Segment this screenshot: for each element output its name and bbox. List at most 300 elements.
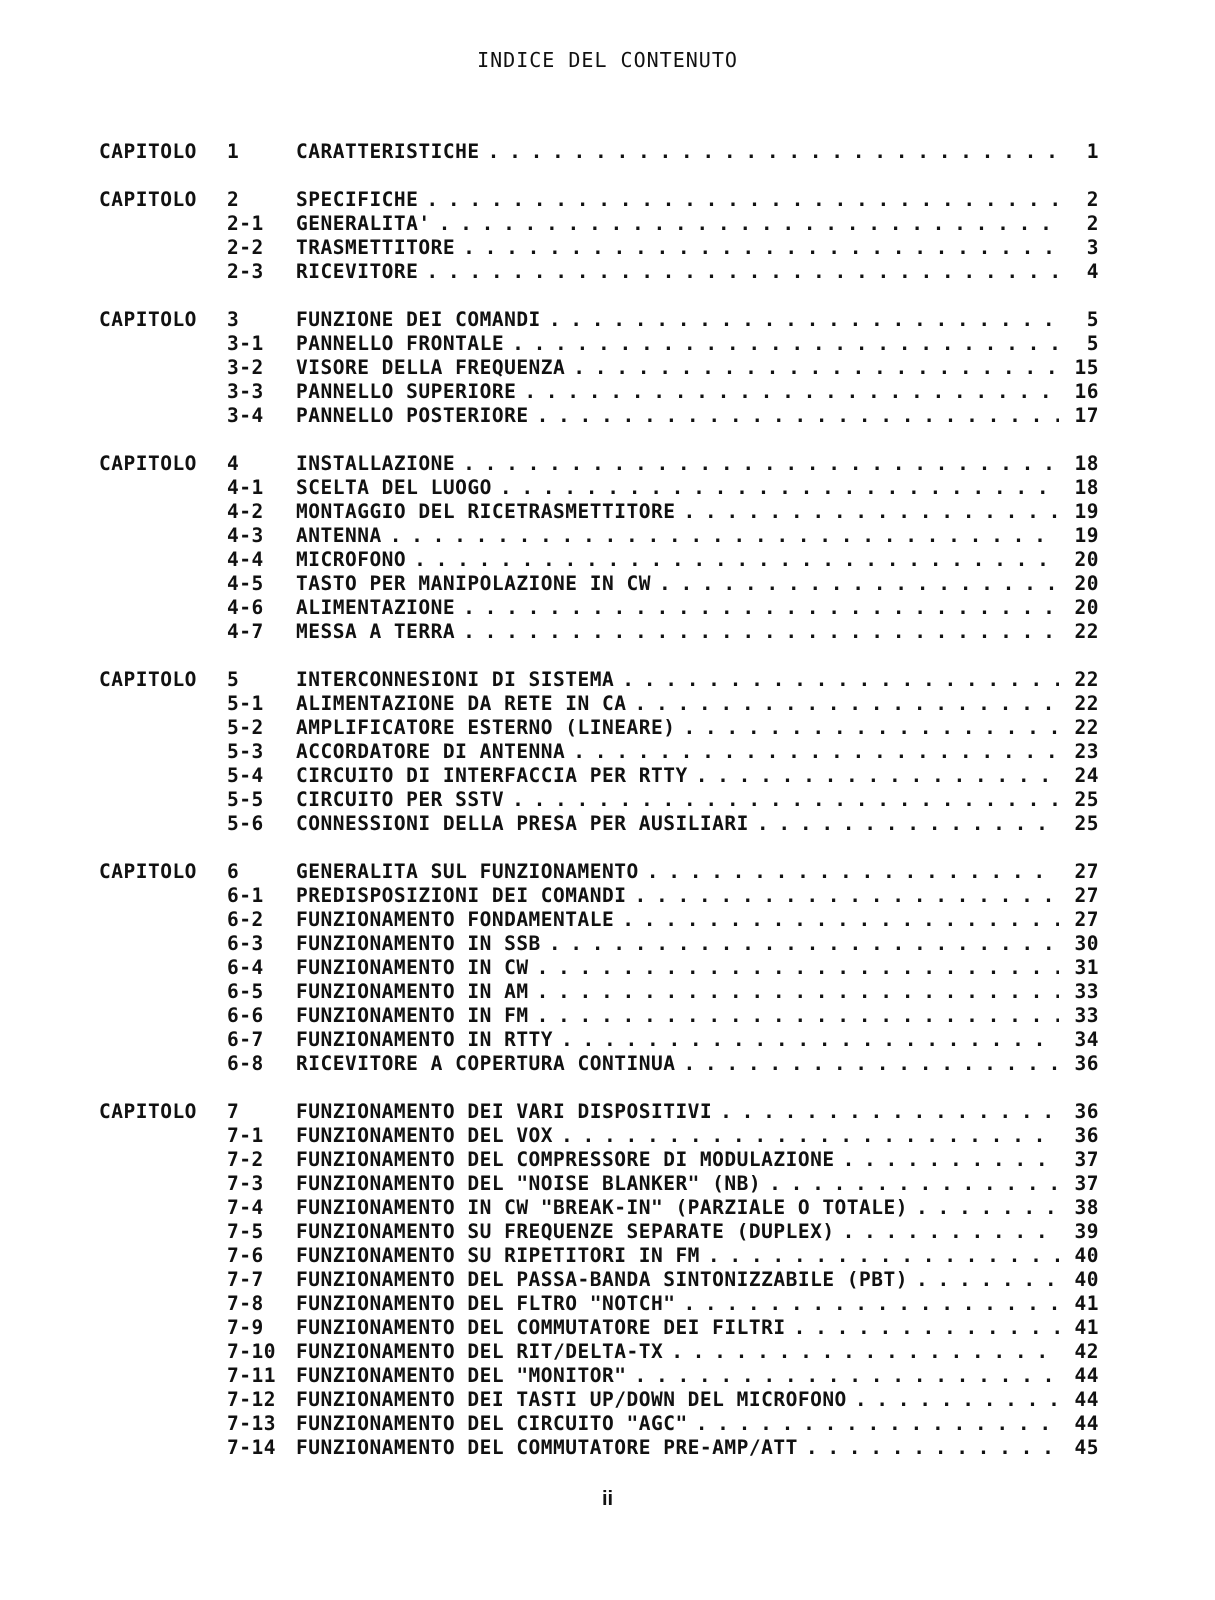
section-entry xyxy=(296,356,1059,380)
page-number-footer: ii xyxy=(601,1488,614,1510)
dot-leader xyxy=(696,764,1059,788)
toc-chapter-row xyxy=(99,668,1099,692)
dot-leader xyxy=(622,668,1059,692)
section-entry xyxy=(296,716,1059,740)
dot-leader xyxy=(659,572,1059,596)
section-page-number: 36 xyxy=(1074,1124,1099,1147)
toc-section-row xyxy=(99,476,1099,500)
toc-section-row xyxy=(99,1388,1099,1412)
chapter-label: CAPITOLO xyxy=(99,452,197,475)
chapter-entry xyxy=(296,452,1059,476)
section-entry xyxy=(296,1172,1059,1196)
section-entry xyxy=(296,236,1059,260)
section-number: 7-11 xyxy=(227,1364,276,1387)
toc-section-row xyxy=(99,404,1099,428)
section-number: 7-8 xyxy=(227,1292,264,1315)
chapter-label: CAPITOLO xyxy=(99,668,197,691)
section-page-number: 19 xyxy=(1074,500,1099,523)
chapter-label: CAPITOLO xyxy=(99,188,197,211)
section-page-number: 45 xyxy=(1074,1436,1099,1459)
toc-section-row xyxy=(99,1196,1099,1220)
toc-section-row xyxy=(99,1124,1099,1148)
section-title: PANNELLO FRONTALE xyxy=(296,332,512,356)
chapter-label: CAPITOLO xyxy=(99,860,197,883)
dot-leader xyxy=(916,1268,1059,1292)
dot-leader xyxy=(794,1316,1059,1340)
chapter-number: 7 xyxy=(227,1100,240,1123)
section-title: FUNZIONAMENTO DEL RIT/DELTA-TX xyxy=(296,1340,671,1364)
section-entry xyxy=(296,1316,1059,1340)
chapter-page-number: 36 xyxy=(1074,1100,1099,1123)
toc-chapter-block xyxy=(99,1100,1099,1460)
section-entry xyxy=(296,1364,1059,1388)
section-number: 4-6 xyxy=(227,596,264,619)
section-entry xyxy=(296,596,1059,620)
dot-leader xyxy=(463,236,1059,260)
section-page-number: 3 xyxy=(1086,236,1099,259)
dot-leader xyxy=(634,884,1059,908)
chapter-entry xyxy=(296,668,1059,692)
section-entry xyxy=(296,332,1059,356)
dot-leader xyxy=(843,1148,1059,1172)
section-number: 5-6 xyxy=(227,812,264,835)
toc-section-row xyxy=(99,1436,1099,1460)
section-entry xyxy=(296,1124,1059,1148)
table-of-contents xyxy=(99,140,1099,1484)
section-title: FUNZIONAMENTO DEL VOX xyxy=(296,1124,561,1148)
section-number: 6-8 xyxy=(227,1052,264,1075)
dot-leader xyxy=(500,476,1059,500)
section-number: 4-3 xyxy=(227,524,264,547)
toc-section-row xyxy=(99,596,1099,620)
toc-chapter-row xyxy=(99,452,1099,476)
dot-leader xyxy=(683,716,1059,740)
dot-leader xyxy=(683,500,1059,524)
dot-leader xyxy=(855,1388,1059,1412)
dot-leader xyxy=(463,596,1059,620)
section-entry xyxy=(296,1004,1059,1028)
section-page-number: 44 xyxy=(1074,1388,1099,1411)
section-number: 4-2 xyxy=(227,500,264,523)
toc-chapter-row xyxy=(99,1100,1099,1124)
section-number: 7-3 xyxy=(227,1172,264,1195)
toc-section-row xyxy=(99,1316,1099,1340)
dot-leader xyxy=(524,380,1059,404)
chapter-entry xyxy=(296,1100,1059,1124)
dot-leader xyxy=(757,812,1059,836)
chapter-title: CARATTERISTICHE xyxy=(296,140,488,164)
section-entry xyxy=(296,932,1059,956)
section-entry xyxy=(296,956,1059,980)
section-title: FUNZIONAMENTO SU FREQUENZE SEPARATE (DUPLEX) xyxy=(296,1220,843,1244)
section-page-number: 40 xyxy=(1074,1244,1099,1267)
toc-chapter-row xyxy=(99,308,1099,332)
chapter-page-number: 2 xyxy=(1086,188,1099,211)
section-title: FUNZIONAMENTO DEL CIRCUITO "AGC" xyxy=(296,1412,696,1436)
chapter-label: CAPITOLO xyxy=(99,140,197,163)
section-title: PANNELLO SUPERIORE xyxy=(296,380,524,404)
section-number: 7-4 xyxy=(227,1196,264,1219)
section-page-number: 20 xyxy=(1074,596,1099,619)
toc-section-row xyxy=(99,908,1099,932)
section-entry xyxy=(296,884,1059,908)
section-number: 6-1 xyxy=(227,884,264,907)
section-entry xyxy=(296,764,1059,788)
section-page-number: 22 xyxy=(1074,716,1099,739)
section-number: 6-7 xyxy=(227,1028,264,1051)
section-title: PANNELLO POSTERIORE xyxy=(296,404,537,428)
chapter-number: 1 xyxy=(227,140,240,163)
dot-leader xyxy=(683,1292,1059,1316)
section-page-number: 20 xyxy=(1074,572,1099,595)
section-title: VISORE DELLA FREQUENZA xyxy=(296,356,573,380)
dot-leader xyxy=(390,524,1059,548)
toc-section-row xyxy=(99,788,1099,812)
chapter-title: FUNZIONE DEI COMANDI xyxy=(296,308,549,332)
section-page-number: 25 xyxy=(1074,812,1099,835)
toc-section-row xyxy=(99,1412,1099,1436)
section-entry xyxy=(296,1028,1059,1052)
section-number: 6-6 xyxy=(227,1004,264,1027)
chapter-label: CAPITOLO xyxy=(99,308,197,331)
section-title: FUNZIONAMENTO DEL COMMUTATORE DEI FILTRI xyxy=(296,1316,794,1340)
toc-section-row xyxy=(99,212,1099,236)
section-entry xyxy=(296,548,1059,572)
toc-section-row xyxy=(99,524,1099,548)
toc-section-row xyxy=(99,692,1099,716)
dot-leader xyxy=(512,788,1059,812)
section-number: 5-1 xyxy=(227,692,264,715)
section-title: PREDISPOSIZIONI DEI COMANDI xyxy=(296,884,634,908)
chapter-number: 5 xyxy=(227,668,240,691)
chapter-page-number: 5 xyxy=(1086,308,1099,331)
toc-section-row xyxy=(99,980,1099,1004)
section-number: 5-3 xyxy=(227,740,264,763)
section-title: FUNZIONAMENTO DEI TASTI UP/DOWN DEL MICROFONO xyxy=(296,1388,855,1412)
chapter-title: INSTALLAZIONE xyxy=(296,452,463,476)
section-entry xyxy=(296,740,1059,764)
section-title: AMPLIFICATORE ESTERNO (LINEARE) xyxy=(296,716,683,740)
chapter-entry xyxy=(296,860,1059,884)
section-title: FUNZIONAMENTO IN SSB xyxy=(296,932,549,956)
section-entry xyxy=(296,620,1059,644)
section-page-number: 22 xyxy=(1074,692,1099,715)
toc-section-row xyxy=(99,380,1099,404)
toc-chapter-row xyxy=(99,188,1099,212)
section-entry xyxy=(296,1244,1059,1268)
section-number: 5-2 xyxy=(227,716,264,739)
dot-leader xyxy=(426,188,1059,212)
toc-section-row xyxy=(99,1004,1099,1028)
dot-leader xyxy=(634,1364,1059,1388)
dot-leader xyxy=(537,956,1059,980)
dot-leader xyxy=(916,1196,1059,1220)
section-page-number: 23 xyxy=(1074,740,1099,763)
toc-section-row xyxy=(99,236,1099,260)
section-number: 6-4 xyxy=(227,956,264,979)
dot-leader xyxy=(439,212,1059,236)
section-number: 5-5 xyxy=(227,788,264,811)
section-title: FUNZIONAMENTO IN RTTY xyxy=(296,1028,561,1052)
section-title: FUNZIONAMENTO DEL COMPRESSORE DI MODULAZIONE xyxy=(296,1148,843,1172)
section-title: FUNZIONAMENTO IN CW "BREAK-IN" (PARZIALE O TOTALE) xyxy=(296,1196,916,1220)
section-number: 7-7 xyxy=(227,1268,264,1291)
dot-leader xyxy=(708,1244,1059,1268)
toc-section-row xyxy=(99,332,1099,356)
toc-section-row xyxy=(99,932,1099,956)
section-number: 6-5 xyxy=(227,980,264,1003)
section-page-number: 34 xyxy=(1074,1028,1099,1051)
section-title: ALIMENTAZIONE xyxy=(296,596,463,620)
dot-leader xyxy=(537,404,1059,428)
section-page-number: 24 xyxy=(1074,764,1099,787)
section-page-number: 16 xyxy=(1074,380,1099,403)
toc-chapter-block xyxy=(99,668,1099,836)
section-entry xyxy=(296,1292,1059,1316)
section-entry xyxy=(296,1196,1059,1220)
section-page-number: 30 xyxy=(1074,932,1099,955)
section-number: 4-4 xyxy=(227,548,264,571)
section-title: FUNZIONAMENTO IN FM xyxy=(296,1004,537,1028)
section-title: FUNZIONAMENTO DEL FLTRO "NOTCH" xyxy=(296,1292,683,1316)
toc-section-row xyxy=(99,1028,1099,1052)
section-title: GENERALITA' xyxy=(296,212,439,236)
section-entry xyxy=(296,260,1059,284)
section-entry xyxy=(296,1268,1059,1292)
section-entry xyxy=(296,1412,1059,1436)
chapter-title: GENERALITA SUL FUNZIONAMENTO xyxy=(296,860,647,884)
toc-section-row xyxy=(99,1244,1099,1268)
section-entry xyxy=(296,980,1059,1004)
section-page-number: 18 xyxy=(1074,476,1099,499)
section-number: 7-9 xyxy=(227,1316,264,1339)
dot-leader xyxy=(573,356,1059,380)
toc-section-row xyxy=(99,1052,1099,1076)
section-entry xyxy=(296,1436,1059,1460)
section-title: CIRCUITO PER SSTV xyxy=(296,788,512,812)
section-entry xyxy=(296,1052,1059,1076)
section-page-number: 5 xyxy=(1086,332,1099,355)
toc-section-row xyxy=(99,500,1099,524)
section-entry xyxy=(296,380,1059,404)
section-title: FUNZIONAMENTO IN CW xyxy=(296,956,537,980)
chapter-page-number: 1 xyxy=(1086,140,1099,163)
section-entry xyxy=(296,212,1059,236)
section-page-number: 42 xyxy=(1074,1340,1099,1363)
toc-chapter-block xyxy=(99,860,1099,1076)
section-page-number: 36 xyxy=(1074,1052,1099,1075)
toc-section-row xyxy=(99,1148,1099,1172)
section-title: CIRCUITO DI INTERFACCIA PER RTTY xyxy=(296,764,696,788)
toc-section-row xyxy=(99,1268,1099,1292)
section-page-number: 27 xyxy=(1074,908,1099,931)
section-number: 6-3 xyxy=(227,932,264,955)
toc-section-row xyxy=(99,620,1099,644)
section-number: 7-13 xyxy=(227,1412,276,1435)
section-number: 7-6 xyxy=(227,1244,264,1267)
section-page-number: 4 xyxy=(1086,260,1099,283)
toc-section-row xyxy=(99,260,1099,284)
section-title: FUNZIONAMENTO DEL COMMUTATORE PRE-AMP/ATT xyxy=(296,1436,806,1460)
section-entry xyxy=(296,692,1059,716)
section-title: FUNZIONAMENTO FONDAMENTALE xyxy=(296,908,622,932)
chapter-page-number: 22 xyxy=(1074,668,1099,691)
section-number: 2-1 xyxy=(227,212,264,235)
chapter-number: 2 xyxy=(227,188,240,211)
section-number: 3-3 xyxy=(227,380,264,403)
section-entry xyxy=(296,1340,1059,1364)
toc-section-row xyxy=(99,1364,1099,1388)
section-page-number: 27 xyxy=(1074,884,1099,907)
dot-leader xyxy=(549,932,1059,956)
section-page-number: 37 xyxy=(1074,1172,1099,1195)
section-number: 4-5 xyxy=(227,572,264,595)
section-page-number: 39 xyxy=(1074,1220,1099,1243)
section-page-number: 37 xyxy=(1074,1148,1099,1171)
section-number: 5-4 xyxy=(227,764,264,787)
toc-section-row xyxy=(99,884,1099,908)
toc-section-row xyxy=(99,812,1099,836)
section-title: TRASMETTITORE xyxy=(296,236,463,260)
chapter-page-number: 18 xyxy=(1074,452,1099,475)
section-page-number: 33 xyxy=(1074,980,1099,1003)
section-number: 7-5 xyxy=(227,1220,264,1243)
dot-leader xyxy=(549,308,1059,332)
chapter-number: 4 xyxy=(227,452,240,475)
section-number: 3-2 xyxy=(227,356,264,379)
toc-chapter-block xyxy=(99,308,1099,428)
chapter-label: CAPITOLO xyxy=(99,1100,197,1123)
dot-leader xyxy=(512,332,1059,356)
section-entry xyxy=(296,1148,1059,1172)
dot-leader xyxy=(622,908,1059,932)
section-entry xyxy=(296,812,1059,836)
section-title: FUNZIONAMENTO DEL "NOISE BLANKER" (NB) xyxy=(296,1172,769,1196)
section-number: 7-12 xyxy=(227,1388,276,1411)
section-page-number: 25 xyxy=(1074,788,1099,811)
dot-leader xyxy=(634,692,1059,716)
section-entry xyxy=(296,788,1059,812)
dot-leader xyxy=(488,140,1059,164)
toc-section-row xyxy=(99,1340,1099,1364)
section-number: 3-1 xyxy=(227,332,264,355)
dot-leader xyxy=(683,1052,1059,1076)
chapter-number: 6 xyxy=(227,860,240,883)
section-page-number: 17 xyxy=(1074,404,1099,427)
dot-leader xyxy=(843,1220,1059,1244)
section-title: FUNZIONAMENTO DEL PASSA-BANDA SINTONIZZABILE (PBT) xyxy=(296,1268,916,1292)
section-number: 2-2 xyxy=(227,236,264,259)
dot-leader xyxy=(806,1436,1059,1460)
toc-section-row xyxy=(99,764,1099,788)
section-title: RICEVITORE A COPERTURA CONTINUA xyxy=(296,1052,683,1076)
section-number: 7-2 xyxy=(227,1148,264,1171)
section-page-number: 41 xyxy=(1074,1292,1099,1315)
chapter-entry xyxy=(296,308,1059,332)
chapter-number: 3 xyxy=(227,308,240,331)
section-title: ACCORDATORE DI ANTENNA xyxy=(296,740,573,764)
chapter-title: FUNZIONAMENTO DEI VARI DISPOSITIVI xyxy=(296,1100,720,1124)
dot-leader xyxy=(561,1028,1059,1052)
section-page-number: 33 xyxy=(1074,1004,1099,1027)
toc-section-row xyxy=(99,572,1099,596)
section-entry xyxy=(296,1220,1059,1244)
toc-chapter-block xyxy=(99,140,1099,164)
section-title: RICEVITORE xyxy=(296,260,426,284)
section-title: MESSA A TERRA xyxy=(296,620,463,644)
section-number: 4-1 xyxy=(227,476,264,499)
section-page-number: 41 xyxy=(1074,1316,1099,1339)
section-page-number: 20 xyxy=(1074,548,1099,571)
dot-leader xyxy=(720,1100,1059,1124)
dot-leader xyxy=(426,260,1059,284)
section-page-number: 15 xyxy=(1074,356,1099,379)
dot-leader xyxy=(463,620,1059,644)
dot-leader xyxy=(769,1172,1059,1196)
section-title: CONNESSIONI DELLA PRESA PER AUSILIARI xyxy=(296,812,757,836)
section-entry xyxy=(296,524,1059,548)
section-title: MICROFONO xyxy=(296,548,414,572)
toc-chapter-row xyxy=(99,140,1099,164)
section-entry xyxy=(296,476,1059,500)
toc-section-row xyxy=(99,740,1099,764)
dot-leader xyxy=(463,452,1059,476)
toc-chapter-row xyxy=(99,860,1099,884)
section-page-number: 44 xyxy=(1074,1412,1099,1435)
section-number: 3-4 xyxy=(227,404,264,427)
section-entry xyxy=(296,500,1059,524)
section-title: FUNZIONAMENTO DEL "MONITOR" xyxy=(296,1364,634,1388)
section-number: 7-10 xyxy=(227,1340,276,1363)
dot-leader xyxy=(573,740,1059,764)
section-page-number: 40 xyxy=(1074,1268,1099,1291)
section-number: 7-1 xyxy=(227,1124,264,1147)
toc-section-row xyxy=(99,956,1099,980)
dot-leader xyxy=(671,1340,1059,1364)
toc-section-row xyxy=(99,1220,1099,1244)
dot-leader xyxy=(537,1004,1059,1028)
chapter-title: INTERCONNESIONI DI SISTEMA xyxy=(296,668,622,692)
dot-leader xyxy=(561,1124,1059,1148)
dot-leader xyxy=(414,548,1059,572)
section-number: 2-3 xyxy=(227,260,264,283)
toc-section-row xyxy=(99,356,1099,380)
chapter-entry xyxy=(296,140,1059,164)
section-page-number: 44 xyxy=(1074,1364,1099,1387)
toc-section-row xyxy=(99,1292,1099,1316)
dot-leader xyxy=(696,1412,1059,1436)
section-entry xyxy=(296,1388,1059,1412)
section-title: SCELTA DEL LUOGO xyxy=(296,476,500,500)
page-title: INDICE DEL CONTENUTO xyxy=(477,48,738,72)
chapter-page-number: 27 xyxy=(1074,860,1099,883)
section-title: ANTENNA xyxy=(296,524,390,548)
toc-section-row xyxy=(99,1172,1099,1196)
section-title: MONTAGGIO DEL RICETRASMETTITORE xyxy=(296,500,683,524)
section-entry xyxy=(296,908,1059,932)
section-page-number: 2 xyxy=(1086,212,1099,235)
dot-leader xyxy=(537,980,1059,1004)
section-entry xyxy=(296,572,1059,596)
section-entry xyxy=(296,404,1059,428)
toc-chapter-block xyxy=(99,452,1099,644)
section-title: ALIMENTAZIONE DA RETE IN CA xyxy=(296,692,634,716)
chapter-title: SPECIFICHE xyxy=(296,188,426,212)
toc-chapter-block xyxy=(99,188,1099,284)
section-page-number: 31 xyxy=(1074,956,1099,979)
section-title: TASTO PER MANIPOLAZIONE IN CW xyxy=(296,572,659,596)
section-title: FUNZIONAMENTO IN AM xyxy=(296,980,537,1004)
